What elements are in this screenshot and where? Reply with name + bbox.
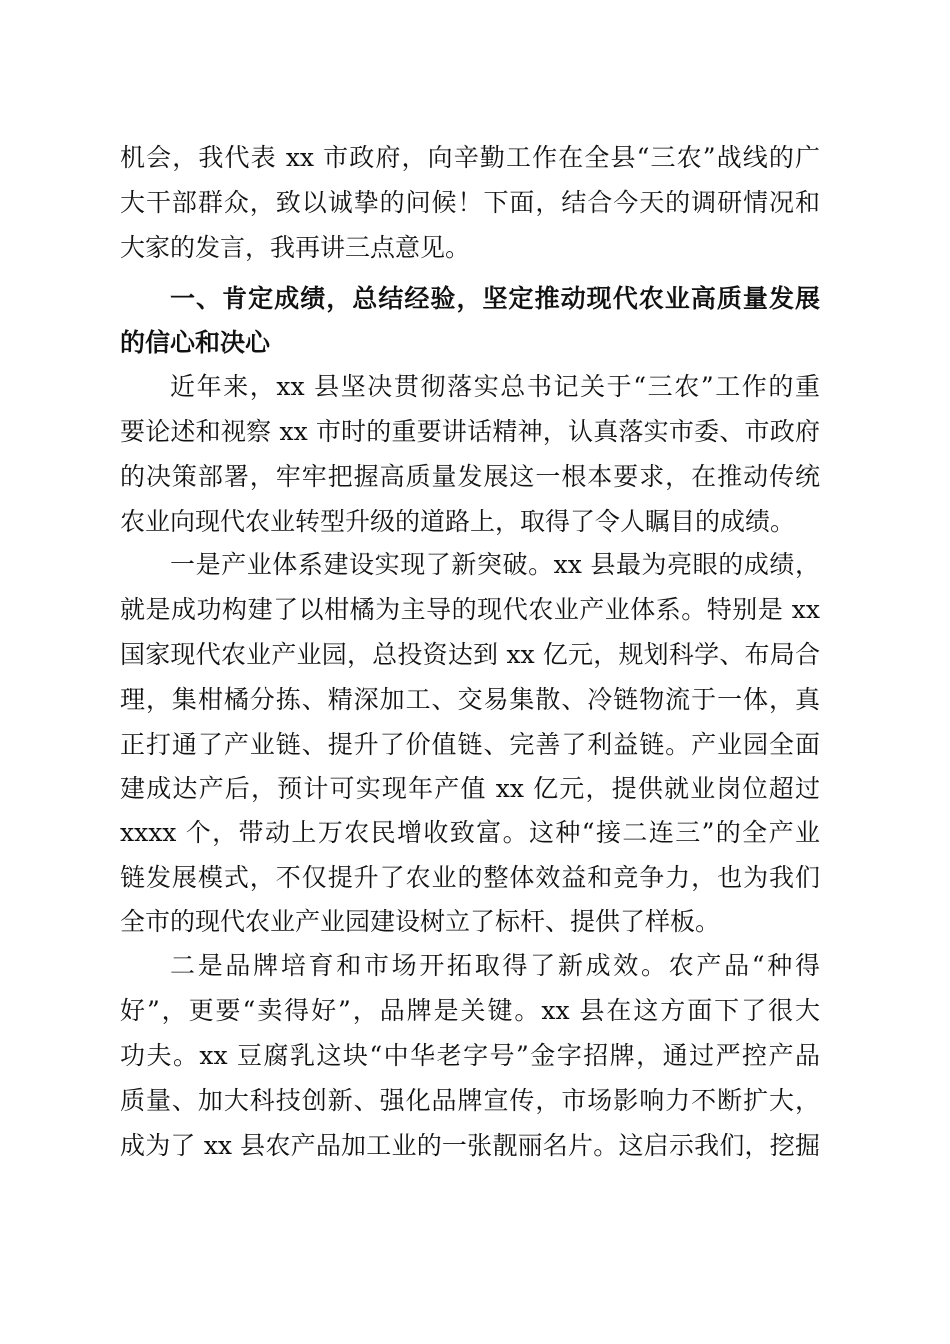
text-line: 的决策部署，牢牢把握高质量发展这一根本要求，在推动传统 [120,462,820,491]
text-line: 正打通了产业链、提升了价值链、完善了利益链。产业园全面 [120,730,820,759]
text-line: 二是品牌培育和市场开拓取得了新成效。农产品“种得 [170,951,820,980]
text-line: 国家现代农业产业园，总投资达到 xx 亿元，规划科学、布局合 [120,640,820,669]
text-line: 质量、加大科技创新、强化品牌宣传，市场影响力不断扩大， [120,1086,820,1115]
text-line: 全市的现代农业产业园建设树立了标杆、提供了样板。 [120,907,721,936]
text-line: 理，集柑橘分拣、精深加工、交易集散、冷链物流于一体，真 [120,685,820,714]
text-line: 建成达产后，预计可实现年产值 xx 亿元，提供就业岗位超过 [120,774,820,803]
text-line: 近年来，xx 县坚决贯彻落实总书记关于“三农”工作的重 [170,372,820,401]
section-heading: 一、肯定成绩，总结经验，坚定推动现代农业高质量发展 [170,284,820,313]
text-line: 大干部群众，致以诚挚的问候！下面，结合今天的调研情况和 [120,188,820,217]
text-line: 就是成功构建了以柑橘为主导的现代农业产业体系。特别是 xx [120,595,820,624]
text-line: 链发展模式，不仅提升了农业的整体效益和竞争力，也为我们 [120,863,820,892]
text-line: 功夫。xx 豆腐乳这块“中华老字号”金字招牌，通过严控产品 [120,1041,820,1070]
text-line: 好”，更要“卖得好”，品牌是关键。xx 县在这方面下了很大 [120,996,820,1025]
text-line: 要论述和视察 xx 市时的重要讲话精神，认真落实市委、市政府 [120,417,820,446]
text-line: 机会，我代表 xx 市政府，向辛勤工作在全县“三农”战线的广 [120,143,820,172]
text-line: 农业向现代农业转型升级的道路上，取得了令人瞩目的成绩。 [120,507,796,536]
text-line: xxxx 个，带动上万农民增收致富。这种“接二连三”的全产业 [120,818,820,847]
text-line: 一是产业体系建设实现了新突破。xx 县最为亮眼的成绩， [170,550,820,579]
text-line: 成为了 xx 县农产品加工业的一张靓丽名片。这启示我们，挖掘 [120,1131,820,1160]
section-heading: 的信心和决心 [120,328,271,357]
text-line: 大家的发言，我再讲三点意见。 [120,233,471,262]
